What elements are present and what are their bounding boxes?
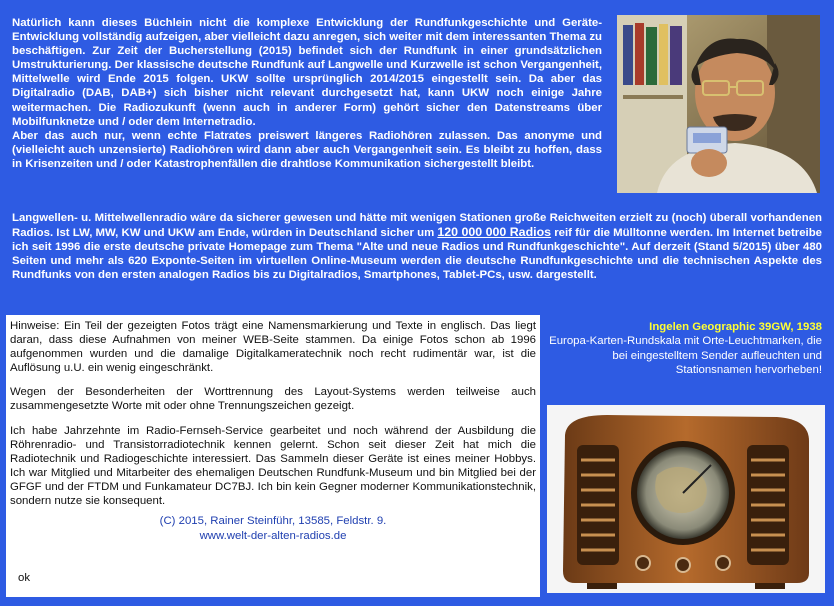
intro-paragraph: Aber das auch nur, wenn echte Flatrates preiswert längeres Radiohören zulassen. Das anonyme und (vielleicht auch unzensierte) Radiohören wird dann aber auch Vergangenheit sein. Es bleibt zu hoffen, dass in Krisenzeiten und / oder Katastrophenfällen die drahtlose Kommunikation sichergestellt bleibt. — [12, 129, 602, 170]
radio-caption-text: Europa-Karten-Rundskala mit Orte-Leuchtmarken, die bei eingestelltem Sender aufleuchten und Stationsnamen hervorheben! — [549, 335, 822, 376]
author-photo — [617, 15, 820, 193]
author-photo-illustration — [617, 15, 820, 193]
text-segment: reif für die Mülltonne werden. Im Internet betreibe ich seit 1996 die erste deutsche private Homepage zum Thema "Alte und neue Radios und Rundfunkgeschichte". Auf derzeit (Stand 5/2015) über 480 Seiten und mehr als 620 Exponte-Seiten im virtuellen Online-Museum werden die deutsche Rundfunkgeschichte und die technischen Aspekte des Rundfunks von den ersten analogen Radios bis zu Digitalradios, Smartphones, Tablet-PCs, usw. dargestellt. — [12, 227, 822, 282]
radio-photo-illustration — [547, 405, 825, 593]
notes-paragraph: Ich habe Jahrzehnte im Radio-Fernseh-Service gearbeitet und noch während der Ausbildung die Röhrenradio- und Transistorradiotechnik kennen gelernt. Schon seit dieser Zeit hat mich die Radiotechnik und Radiogeschichte interessiert. Das Sammeln dieser Geräte ist eines meiner Hobbys. Ich war Mitglied und Mitarbeiter des ehemaligen Deutschen Rundfunk-Museum und bin Mitglied bei der GFGF und der FTDM und Funkamateur DC7BJ. Ich bin kein Gegner moderner Kommunikationstechnik, sondern nutze sie konsequent. — [10, 424, 536, 508]
notes-paragraph: Hinweise: Ein Teil der gezeigten Fotos trägt eine Namensmarkierung und Texte in englisch. Das liegt daran, dass diese Aufnahmen von meiner WEB-Seite stammen. Da einige Fotos schon ab 1996 aufgenommen wurden und die damalige Digitalkameratechnik noch recht rudimentär war, ist die Auflösung u.U. ein wenig eingeschränkt. — [10, 320, 536, 375]
radio-history-text-block — [12, 211, 822, 282]
copyright-credit — [10, 514, 536, 543]
notes-box — [6, 315, 540, 597]
radio-history-paragraph — [12, 211, 822, 282]
radio-caption-title: Ingelen Geographic 39GW, 1938 — [649, 321, 822, 333]
text-segment: Langwellen- u. Mittelwellenradio wäre da sicherer gewesen und hätte mit wenigen Stationen große Reichweiten erzielt zu (noch) überall vorhandenen Radios. Ist LW, MW, KW und UKW am Ende, würden in Deutschland sicher um — [12, 212, 822, 240]
intro-paragraph: Natürlich kann dieses Büchlein nicht die komplexe Entwicklung der Rundfunkgeschichte und Geräte-Entwicklung vollständig aufzeigen, aber vielleicht dazu anregen, sich weiter mit dem interessanten Thema zu beschäftigen. Zur Zeit der Bucherstellung (2015) befindet sich der Rundfunk in einer grundsätzlichen Umstrukturierung. Der klassische deutsche Rundfunk auf Langwelle und Kurzwelle ist schon Vergangenheit, Mittelwelle wird Ende 2015 folgen. UKW sollte ursprünglich 2014/2015 eingestellt sein. Da aber das Digitalradio (DAB, DAB+) sich bisher nicht relevant durchgesetzt hat, kann UKW noch einige Jahre weitermachen. Die Radiozukunft (wenn auch in anderer Form) gehört sicher den Datenstreams über Mobilfunknetze und / oder dem Internetradio. — [12, 17, 602, 128]
copyright-line: (C) 2015, Rainer Steinführ, 13585, Feldstr. 9. — [159, 515, 387, 528]
radio-caption — [548, 320, 822, 377]
notes-paragraph: Wegen der Besonderheiten der Worttrennung des Layout-Systems werden teilweise auch zusammengesetzte Worte mit oder ohne Trennungszeichen gezeigt. — [10, 386, 536, 413]
intro-text-block — [12, 16, 602, 171]
radio-count-highlight: 120 000 000 Radios — [437, 225, 552, 240]
website-link[interactable]: www.welt-der-alten-radios.de — [199, 529, 347, 542]
ok-label: ok — [18, 571, 31, 584]
radio-photo — [547, 405, 825, 593]
